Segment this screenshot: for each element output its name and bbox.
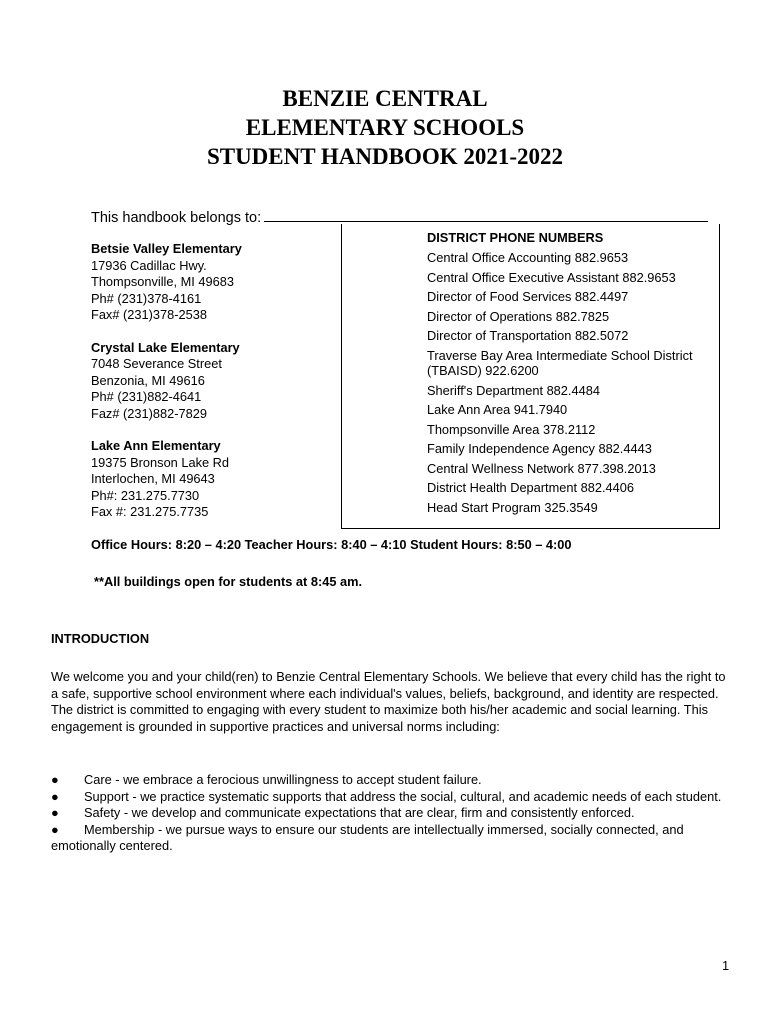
school-name: Lake Ann Elementary	[91, 438, 221, 453]
school-name: Betsie Valley Elementary	[91, 241, 242, 256]
bullet-icon: ●	[51, 805, 59, 820]
school-address-street: 19375 Bronson Lake Rd	[91, 454, 230, 470]
phone-entry: District Health Department 882.4406	[427, 480, 634, 495]
school-fax: Fax# (231)378-2538	[91, 307, 207, 322]
school-entry	[91, 438, 336, 521]
school-entry	[91, 241, 336, 324]
school-address-city: Interlochen, MI 49643	[91, 471, 215, 486]
school-address-street: 17936 Cadillac Hwy.	[91, 257, 207, 273]
list-item	[51, 789, 731, 806]
school-entry	[91, 340, 336, 423]
school-name: Crystal Lake Elementary	[91, 339, 240, 355]
school-fax: Faz# (231)882-7829	[91, 405, 207, 421]
phone-entry: Family Independence Agency 882.4443	[427, 441, 652, 456]
phone-entry: Central Office Accounting 882.9653	[427, 250, 629, 265]
norm-text: Safety - we develop and communicate expectations that are clear, firm and consistently enforced.	[84, 805, 635, 820]
phone-entry: Sheriff's Department 882.4484	[427, 382, 600, 398]
title-line-3: STUDENT HANDBOOK 2021-2022	[206, 144, 564, 169]
school-address-city: Benzonia, MI 49616	[91, 372, 205, 388]
phone-entry: Traverse Bay Area Intermediate School District (TBAISD) 922.6200	[427, 347, 693, 378]
introduction-paragraph: We welcome you and your child(ren) to Benzie Central Elementary Schools. We believe that every child has the right to a safe, supportive school environment where each individual's values, beliefs, background, and identity are respected. The district is committed to engaging with every student to maximize both his/her academic and social learning. This engagement is grounded in supportive practices and universal norms including:	[51, 669, 726, 734]
list-item	[51, 805, 731, 822]
phone-entry: Central Office Executive Assistant 882.9653	[427, 269, 676, 285]
phone-entry: Director of Food Services 882.4497	[427, 289, 629, 304]
phone-entry: Thompsonville Area 378.2112	[427, 421, 596, 437]
title-line-1: BENZIE CENTRAL	[282, 86, 488, 111]
list-item	[51, 822, 731, 855]
school-phone: Ph# (231)378-4161	[91, 290, 202, 306]
school-directory	[91, 241, 336, 537]
document-title	[0, 84, 770, 171]
norms-list	[51, 772, 731, 855]
norm-text: Membership - we pursue ways to ensure our students are intellectually immersed, socially connected, and emotionally centered.	[51, 821, 684, 853]
introduction-heading: INTRODUCTION	[51, 631, 150, 646]
title-line-2: ELEMENTARY SCHOOLS	[245, 115, 525, 140]
belongs-to-label: This handbook belongs to:	[91, 210, 262, 226]
building-open-note: **All buildings open for students at 8:45 am.	[94, 574, 363, 589]
owner-name-blank	[264, 207, 708, 222]
district-phone-list	[427, 250, 712, 519]
page-number: 1	[722, 958, 730, 973]
phone-entry: Director of Operations 882.7825	[427, 308, 610, 324]
district-phone-box	[341, 224, 720, 529]
bullet-icon: ●	[51, 788, 59, 804]
phone-entry: Lake Ann Area 941.7940	[427, 402, 568, 417]
school-fax: Fax #: 231.275.7735	[91, 504, 209, 519]
bullet-icon: ●	[51, 821, 59, 837]
phone-entry: Central Wellness Network 877.398.2013	[427, 460, 656, 476]
hours-line: Office Hours: 8:20 – 4:20 Teacher Hours: 8:40 – 4:10 Student Hours: 8:50 – 4:00	[91, 537, 572, 552]
norm-text: Support - we practice systematic supports that address the social, cultural, and academic needs of each student.	[84, 788, 722, 804]
bullet-icon: ●	[51, 772, 59, 787]
school-address-street: 7048 Severance Street	[91, 356, 222, 371]
list-item	[51, 772, 731, 789]
phone-entry: Director of Transportation 882.5072	[427, 328, 629, 343]
phone-entry: Head Start Program 325.3549	[427, 499, 598, 515]
school-phone: Ph# (231)882-4641	[91, 389, 202, 404]
norm-text: Care - we embrace a ferocious unwillingness to accept student failure.	[84, 772, 482, 787]
school-address-city: Thompsonville, MI 49683	[91, 274, 234, 289]
district-phone-heading: DISTRICT PHONE NUMBERS	[427, 230, 604, 245]
school-phone: Ph#: 231.275.7730	[91, 487, 200, 503]
